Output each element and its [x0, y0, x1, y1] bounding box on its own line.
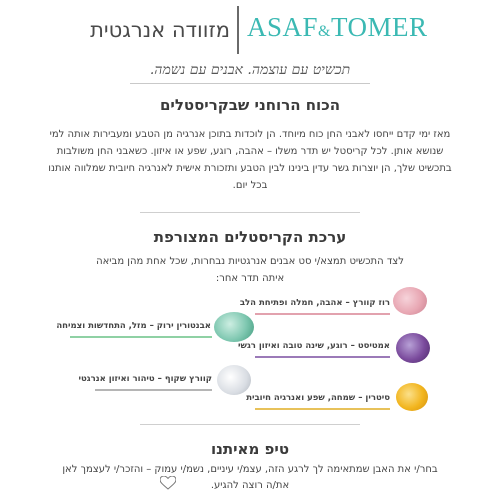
- section-heading-tip: טיפ מאיתנו: [210, 440, 290, 458]
- crystal-label-rose-quartz: רוז קוורץ – אהבה, חמלה ופתיחת הלב: [239, 298, 390, 308]
- header-divider: [237, 6, 239, 54]
- section-heading-spiritual: הכוח הרוחני שבקריסטלים: [159, 96, 341, 114]
- green-aventurine-icon: [214, 312, 254, 342]
- rose-quartz-icon: [393, 287, 427, 315]
- section-divider: [140, 212, 360, 213]
- citrine-icon: [396, 383, 428, 411]
- brand-name-left: ASAF: [247, 12, 319, 42]
- header-rule: [130, 83, 370, 84]
- crystal-underline-rose-quartz: [255, 313, 390, 315]
- section-intro-crystal-set: לצד התכשיט תמצא/י סט אבנים אנרגטיות נבחרות, שכל אחת מהן מביאה איתה תדר אחר:: [96, 256, 404, 284]
- crystal-underline-amethyst: [255, 356, 390, 358]
- section-divider-bottom: [140, 424, 360, 425]
- crystal-label-citrine: סיטרין – שמחה, שפע ואנרגיה חיובית: [246, 393, 390, 403]
- tagline: תכשיט עם עוצמה. אבנים עם נשמה.: [149, 62, 351, 78]
- crystal-underline-citrine: [255, 408, 390, 410]
- amethyst-icon: [396, 333, 430, 363]
- brand-name-right: TOMER: [330, 12, 428, 42]
- brand-title-he: מזוודה אנרגטית: [90, 18, 230, 42]
- crystal-label-clear-quartz: קוורץ שקוף – טיהור ואיזון אנרגטי: [78, 374, 212, 384]
- section-text-tip: בחר/י את האבן שמתאימה לך לרגע הזה, עצמ/י עיניים, נשמ/י עמוק – והזכר/י לעצמך לאן את/ה רוצה להגיע.: [62, 464, 438, 491]
- section-heading-crystal-set: ערכת הקריסטלים המצורפת: [153, 228, 347, 246]
- crystal-underline-green-aventurine: [70, 336, 212, 338]
- clear-quartz-icon: [217, 365, 251, 395]
- brand-ampersand: &: [318, 23, 331, 40]
- crystal-label-amethyst: אמטיסט – רוגע, שינה טובה ואיזון רגשי: [238, 341, 390, 351]
- section-text-spiritual: מאז ימי קדם ייחסו לאבני החן כוח מיוחד. הן לוכדות בתוכן אנרגיה מן הטבע ומעבירות אותה למי שנושא אותן. לכל קריסטל יש תדר משלו – אהבה, רוגע, שפע או איזון. כשאבני החן משולבות בתכשיט שלך, הן יוצרות גשר עדין בינינו לבין הטבע ותזכורת אישית לאנרגיה חיובית שמלווה אותנו בכל יום.: [48, 129, 452, 191]
- crystal-underline-clear-quartz: [95, 389, 212, 391]
- crystal-label-green-aventurine: אבנטורין ירוק – מזל, התחדשות וצמיחה: [56, 321, 211, 331]
- heart-icon: [160, 476, 176, 490]
- brand-logo-en: [247, 12, 428, 43]
